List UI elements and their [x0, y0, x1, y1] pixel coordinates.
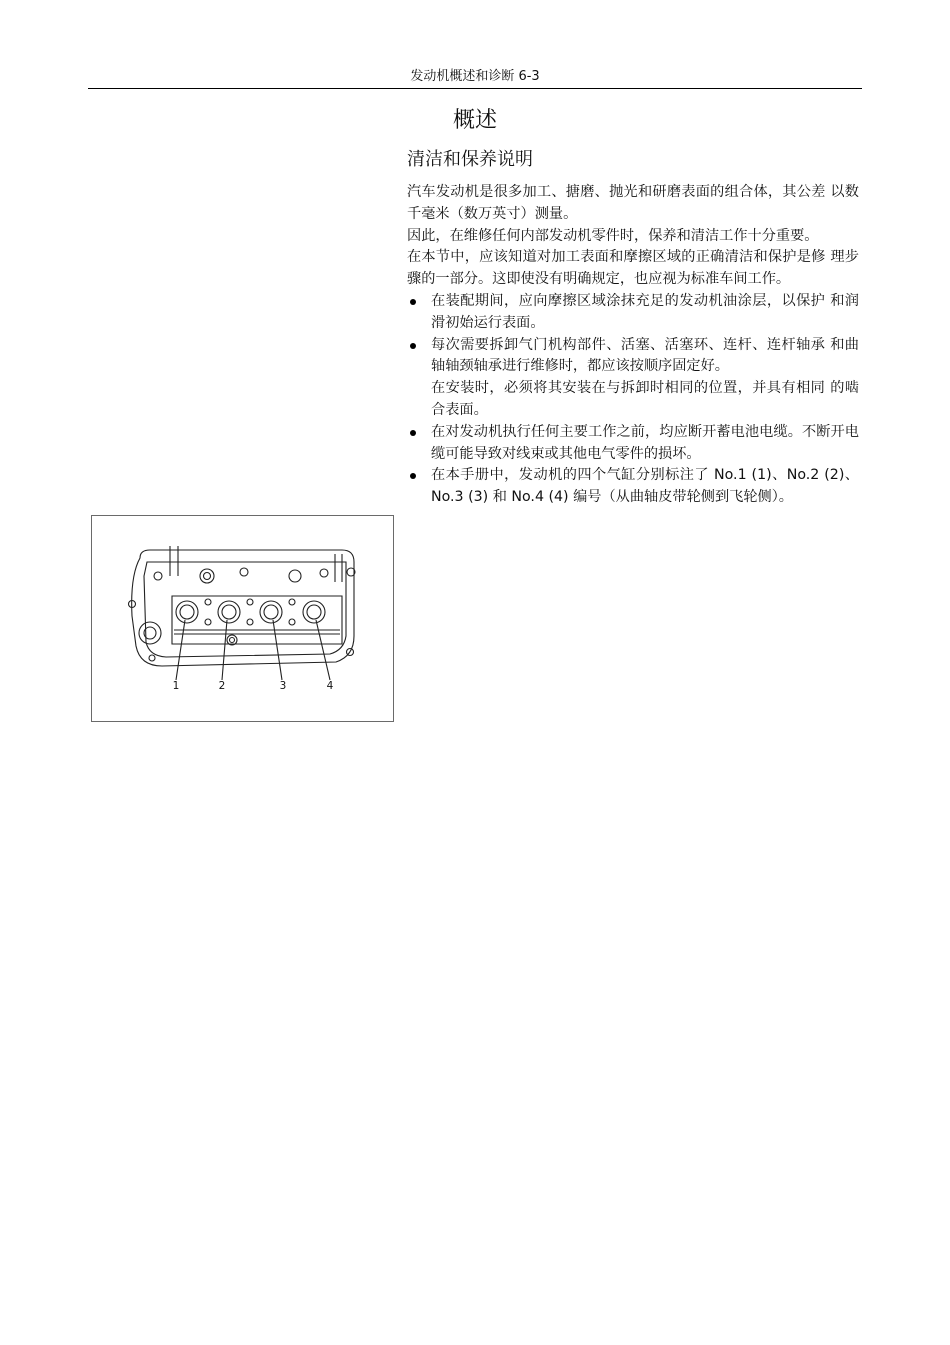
- callout-label-3: 3: [279, 680, 287, 692]
- bullet-dot-icon: [410, 430, 416, 436]
- engine-cylinder-head-figure: [91, 515, 394, 722]
- bullet-item: [407, 465, 859, 509]
- bullet-item: [407, 291, 859, 335]
- section-title: 概述: [453, 108, 498, 133]
- paragraph: 汽车发动机是很多加工、搪磨、抛光和研磨表面的组合体，其公差 以数千毫米（数万英寸）测量。: [407, 184, 859, 222]
- paragraph: 在本节中，应该知道对加工表面和摩擦区域的正确清洁和保护是修 理步骤的一部分。这即使没有明确规定，也应视为标准车间工作。: [407, 249, 859, 288]
- callout-label-4: 4: [326, 680, 334, 692]
- cylinder-head-drawing: [92, 516, 395, 723]
- bullet-item: [407, 335, 859, 422]
- bullet-list: [407, 291, 859, 509]
- bullet-text: 每次需要拆卸气门机构部件、活塞、活塞环、连杆、连杆轴承 和曲轴轴颈轴承进行维修时，都应该按顺序固定好。: [431, 336, 859, 375]
- bullet-dot-icon: [410, 343, 416, 349]
- paragraph: 因此，在维修任何内部发动机零件时，保养和清洁工作十分重要。: [407, 227, 819, 244]
- bullet-dot-icon: [410, 299, 416, 305]
- callout-label-2: 2: [218, 680, 226, 692]
- bullet-dot-icon: [410, 473, 416, 479]
- bullet-item: [407, 422, 859, 466]
- bullet-extra-text: 在安装时，必须将其安装在与拆卸时相同的位置，并具有相同 的啮合表面。: [431, 380, 859, 418]
- header-rule: [88, 88, 862, 89]
- bullet-text: 在本手册中，发动机的四个气缸分别标注了 No.1 (1)、No.2 (2)、No.3 (3) 和 No.4 (4) 编号（从曲轴皮带轮侧到飞轮侧）。: [431, 467, 859, 506]
- bullet-text: 在装配期间，应向摩擦区域涂抹充足的发动机油涂层，以保护 和润滑初始运行表面。: [431, 292, 859, 331]
- bullet-text: 在对发动机执行任何主要工作之前，均应断开蓄电池电缆。不断开电缆可能导致对线束或其他电气零件的损坏。: [431, 423, 859, 462]
- body-text: [407, 182, 859, 509]
- callout-label-1: 1: [172, 680, 180, 692]
- page-header: 发动机概述和诊断 6-3: [410, 69, 540, 84]
- subsection-title: 清洁和保养说明: [407, 149, 533, 170]
